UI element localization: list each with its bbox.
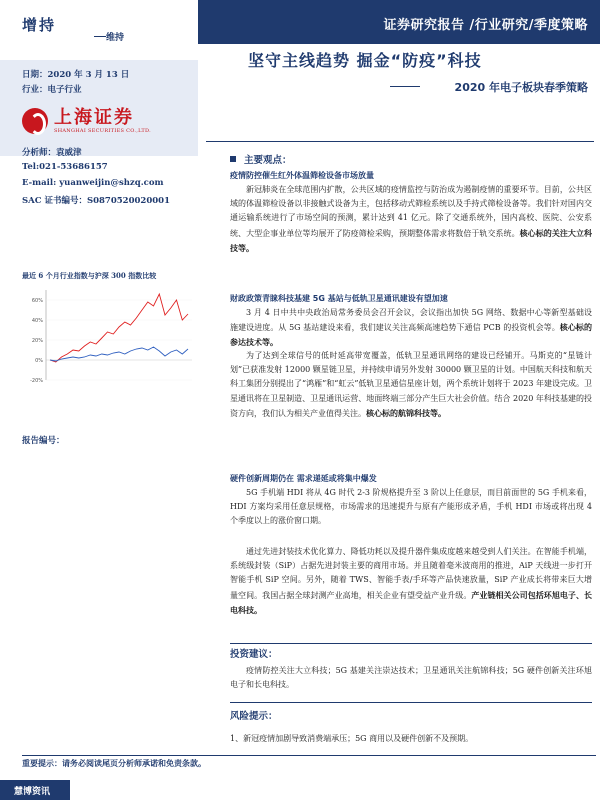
rating: 增持 — [22, 16, 57, 34]
y-tick-label: -20% — [30, 378, 43, 384]
footer-tag-text: 慧博资讯 — [14, 787, 51, 797]
title-divider — [206, 141, 594, 142]
report-title: 坚守主线趋势 掘金“防疫”科技 — [248, 51, 482, 70]
report-subtitle: 2020 年电子板块春季策略 — [454, 81, 588, 94]
subheading-5g-satellite: 财政政策青睐科技基建 5G 基站与低轨卫星通讯建设有望加速 — [230, 294, 448, 303]
analyst-sac: SAC 证书编号：S0870520020001 — [22, 196, 170, 206]
analyst-tel: Tel:021-53686157 — [22, 162, 108, 172]
paragraph-satellite: 为了达到全球信号的低时延高带宽覆盖，低轨卫星通讯网络的建设已经铺开。马斯克的“星链计划”已获准发射 12000 颗星链卫星，并持续申请另外发射 30000 颗卫星的计划。中国航天科技和航天科工集团分别提出了“鸿雁”和“虹云”低轨卫星通信星座计划，两个系统计划将于 2023 年建设完成。卫星通讯将在卫星制造、卫星通讯运营、地面终端三部分产生巨大社会价值。结合 2020 年科技基建的投资方向，我们认为相关产业值得关注。核心标的航锦科技等。 — [230, 351, 592, 418]
analyst-name: 分析师：袁威津 — [22, 148, 82, 158]
rating-sub: 维持 — [106, 33, 125, 43]
index-comparison-chart — [22, 282, 198, 390]
footer-divider — [22, 755, 596, 756]
paragraph-hdi: 5G 手机端 HDI 将从 4G 时代 2-3 阶规格提升至 3 阶以上任意层，而目前面世的 5G 手机来看，HDI 方案均采用任意层规格，市场需求的迅速提升与原有产能形成矛盾，手机 HDI 市场或将出现 4 个季度以上的涨价窗口期。 — [230, 488, 592, 526]
important-notice: 重要提示：请务必阅读尾页分析师承诺和免责条款。 — [22, 758, 206, 768]
logo-name: 上海证券 — [54, 107, 134, 128]
report-number: 报告编号： — [22, 436, 65, 446]
report-category: 证券研究报告 /行业研究/季度策略 — [383, 18, 588, 33]
section-divider — [230, 702, 592, 703]
y-tick-label: 0% — [35, 358, 43, 364]
subheading-thermal-screening: 疫情防控催生红外体温筛检设备市场放量 — [230, 171, 374, 180]
paragraph-5g: 3 月 4 日中共中央政治局常务委员会召开会议，会议指出加快 5G 网络、数据中心等新型基础设施建设进度。从 5G 基站建设来看，我们建议关注高频高速趋势下通信 PCB 的投资机会等。核心标的参达技术等。 — [230, 308, 592, 348]
y-tick-label: 60% — [31, 298, 43, 304]
square-bullet-icon — [230, 156, 236, 162]
series-line-2 — [50, 347, 188, 361]
industry: 行业：电子行业 — [22, 85, 82, 95]
logo-icon — [22, 108, 48, 134]
section-heading-key-points: 主要观点： — [230, 152, 292, 166]
paragraph-thermal: 新冠肺炎在全球范围内扩散，公共区域的疫情监控与防治成为遏制疫情的重要环节。目前，公共区域的体温筛检设备以非接触式设备为主，包括移动式筛检系统以及手持式筛检设备等。我们针对国内交通运输系统进行了市场空间的预测，累计达到 41 亿元。除了交通系统外，国内高校、医院、公安系统、大型企事业单位等均展开了防疫筛检采购，预期整体需求将数倍于轨交系统。核心标的关注大立科技等。 — [230, 185, 593, 253]
section-heading-investment: 投资建议： — [230, 649, 278, 660]
left-column — [0, 0, 198, 800]
report-date: 日期：2020 年 3 月 13 日 — [22, 70, 130, 80]
logo-english: SHANGHAI SECURITIES CO.,LTD. — [54, 128, 152, 134]
chart-title: 最近 6 个月行业指数与沪深 300 指数比较 — [22, 271, 157, 280]
y-tick-label: 40% — [31, 318, 43, 324]
paragraph-sip: 通过先进封装技术优化算力、降低功耗以及提升器件集成度越来越受到人们关注。在智能手机端，系统级封装（SiP）占据先进封装主要的商用市场。并且随着毫米波商用的推进，AiP 天线进一步打开智能手机 SiP 空间。另外，随着 TWS、智能手表/手环等产品快速放量，SiP 产业成长将带来巨大增量空间。我国占据全球封测产业高地，相关企业有望受益产业升级。产业链相关公司包括环旭电子、长电科技。 — [230, 547, 593, 615]
section-heading-risk: 风险提示： — [230, 711, 278, 722]
y-tick-label: 20% — [31, 338, 43, 344]
subtitle-rule — [390, 86, 420, 87]
section-divider — [230, 643, 592, 644]
company-logo — [22, 104, 151, 138]
subheading-hardware: 硬件创新周期仍在 需求递延或将集中爆发 — [230, 474, 377, 483]
rating-rule — [94, 36, 106, 37]
paragraph-risk: 1、新冠疫情加剧导致消费端承压；5G 商用以及硬件创新不及预期。 — [230, 734, 474, 743]
analyst-email: E-mail: yuanweijin@shzq.com — [22, 178, 164, 188]
paragraph-investment: 疫情防控关注大立科技；5G 基建关注崇达技术；卫星通讯关注航锦科技；5G 硬件创新关注环旭电子和长电科技。 — [230, 666, 592, 690]
